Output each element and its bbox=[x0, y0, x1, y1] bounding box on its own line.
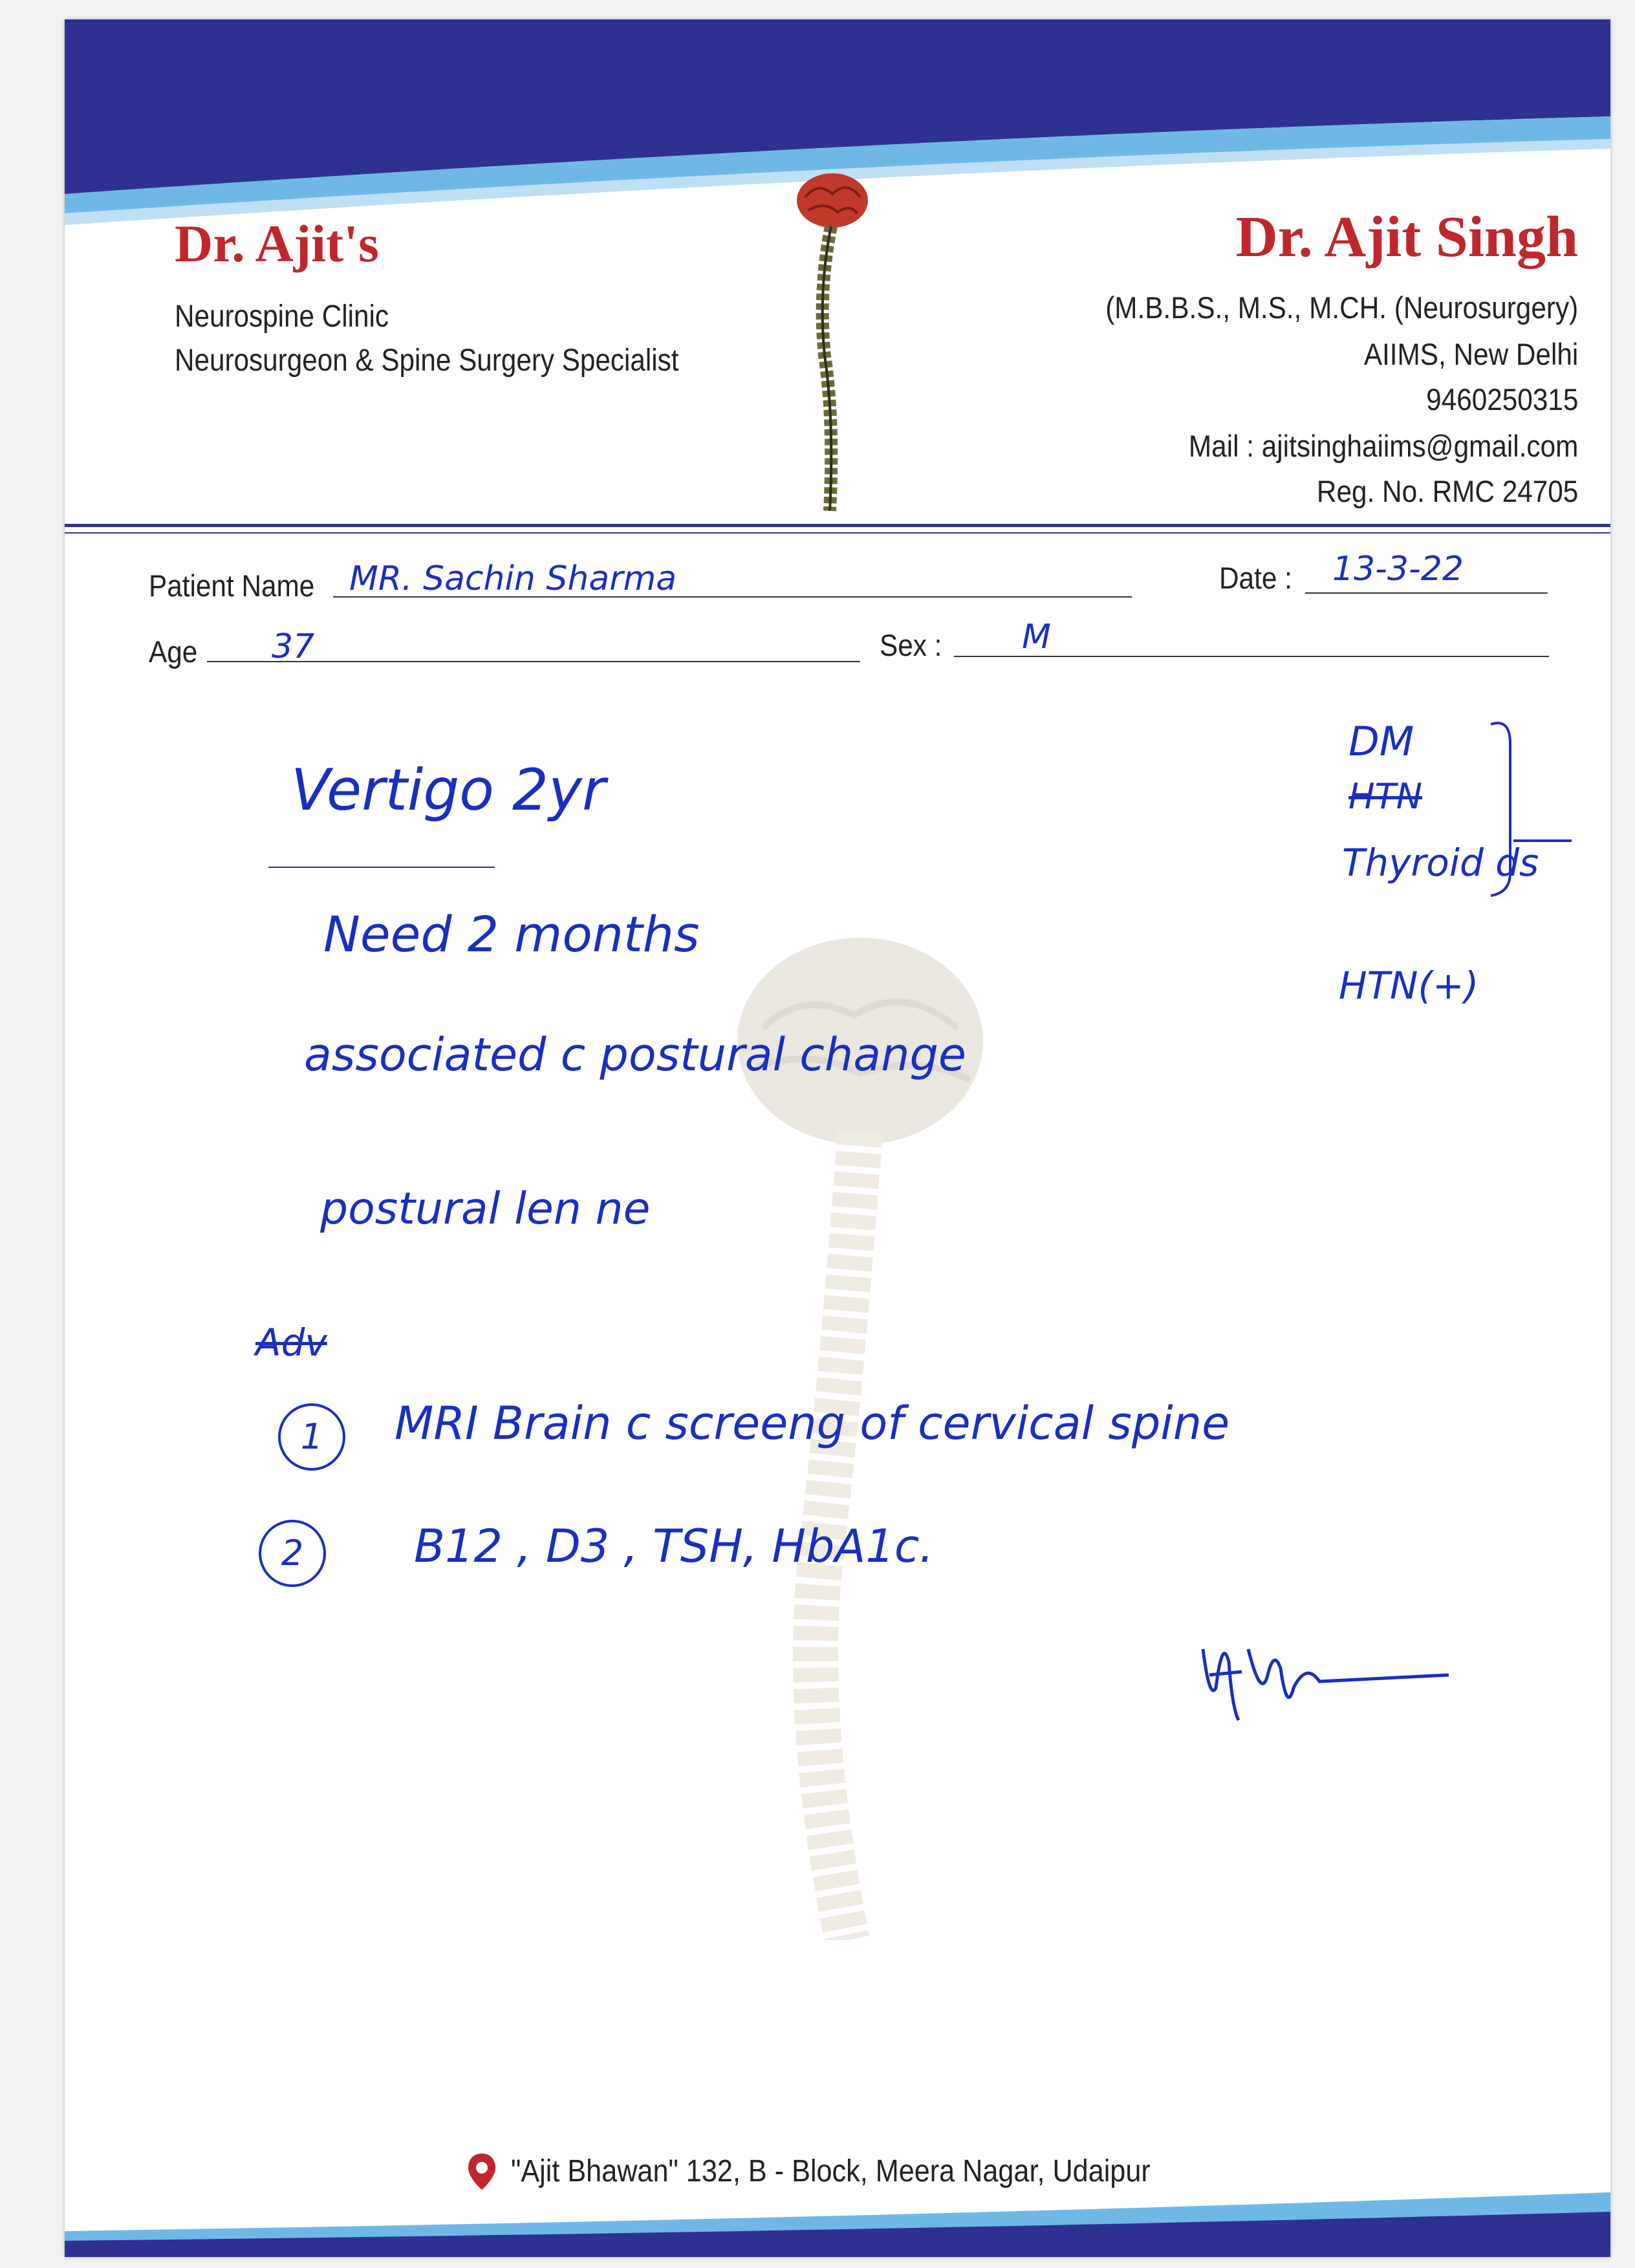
header-divider-thin bbox=[65, 532, 1610, 534]
side-note-htn-positive: HTN(+) bbox=[1339, 964, 1479, 1008]
advice-1: MRI Brain c screeng of cervical spine bbox=[395, 1397, 1230, 1450]
footer-band bbox=[65, 2192, 1610, 2257]
advice-heading: Adv bbox=[255, 1321, 327, 1365]
clinic-subtitle: Neurospine Clinic bbox=[175, 299, 389, 334]
doctor-qualifications: (M.B.B.S., M.S., M.CH. (Neurosurgery) bbox=[1105, 290, 1578, 325]
side-note-thyroid: Thyroid ds bbox=[1342, 841, 1539, 885]
doctor-institution: AIIMS, New Delhi bbox=[1363, 337, 1578, 371]
header-divider bbox=[65, 524, 1610, 527]
advice-2: B12 , D3 , TSH, HbA1c. bbox=[414, 1520, 934, 1573]
side-note-htn-struck: HTN bbox=[1348, 776, 1422, 817]
age-label: Age bbox=[149, 634, 198, 669]
sex-label: Sex : bbox=[880, 628, 942, 662]
clinic-specialty: Neurosurgeon & Spine Surgery Specialist bbox=[175, 343, 679, 378]
patient-name-label: Patient Name bbox=[149, 568, 315, 603]
patient-name-value: MR. Sachin Sharma bbox=[349, 559, 677, 598]
date-label: Date : bbox=[1219, 561, 1292, 595]
advice-1-number: 1 bbox=[278, 1403, 345, 1471]
doctor-email: Mail : ajitsinghaiims@gmail.com bbox=[1188, 429, 1578, 463]
doctor-signature-icon bbox=[1190, 1610, 1462, 1740]
note-history-1: Vertigo 2yr bbox=[291, 757, 606, 823]
location-pin-icon bbox=[466, 2152, 498, 2191]
note-history-3: associated c postural change bbox=[304, 1028, 966, 1081]
brain-spine-logo-icon bbox=[792, 162, 870, 524]
advice-2-number: 2 bbox=[259, 1520, 326, 1587]
sex-value: M bbox=[1022, 618, 1051, 656]
date-value: 13-3-22 bbox=[1332, 550, 1464, 589]
history-underline bbox=[268, 867, 495, 868]
clinic-name: Dr. Ajit's bbox=[175, 214, 379, 273]
side-bracket-icon bbox=[1484, 718, 1575, 912]
doctor-phone: 9460250315 bbox=[1425, 382, 1578, 416]
prescription-page bbox=[65, 19, 1610, 2257]
note-history-4: postural len ne bbox=[320, 1183, 651, 1235]
clinic-address: "Ajit Bhawan" 132, B - Block, Meera Nagar, Udaipur bbox=[511, 2154, 1151, 2188]
age-value: 37 bbox=[272, 627, 315, 666]
doctor-registration: Reg. No. RMC 24705 bbox=[1316, 474, 1578, 508]
doctor-name: Dr. Ajit Singh bbox=[1235, 205, 1578, 269]
note-history-2: Need 2 months bbox=[323, 905, 700, 963]
date-line bbox=[1305, 592, 1548, 594]
side-note-dm: DM bbox=[1348, 718, 1414, 765]
